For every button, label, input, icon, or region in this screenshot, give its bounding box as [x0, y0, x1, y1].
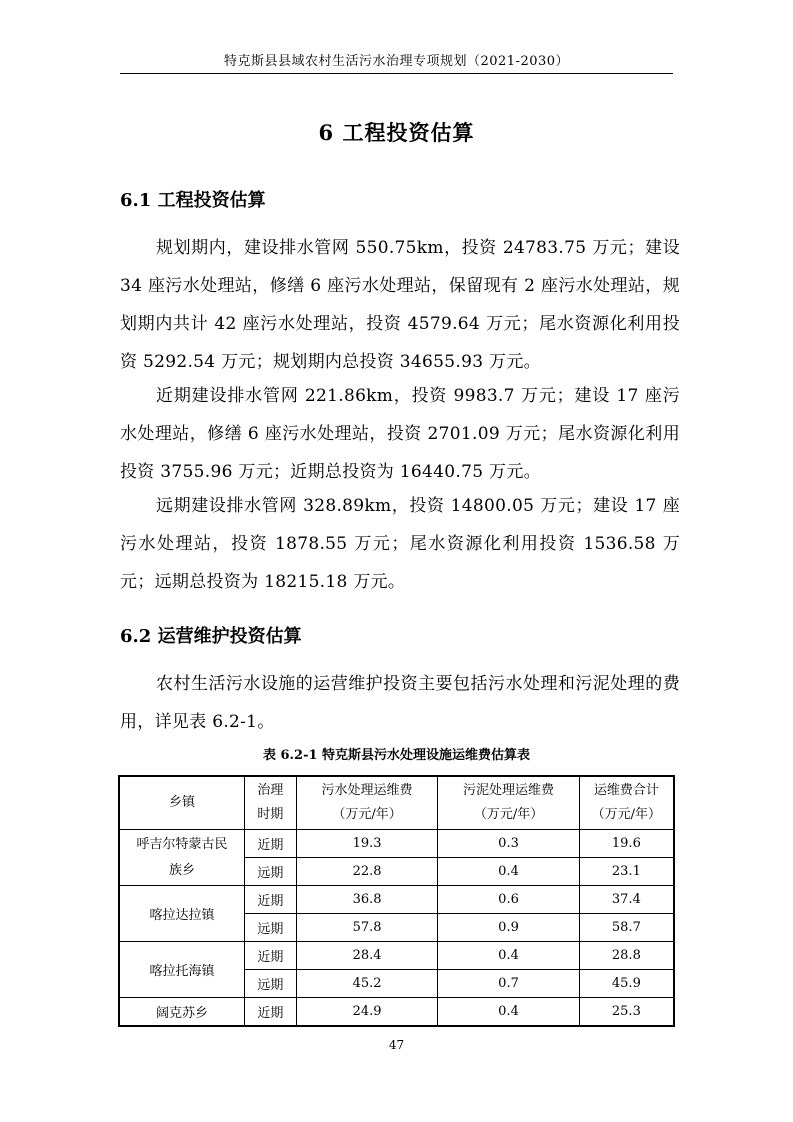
- header-sludge-line2: （万元/年）: [473, 807, 544, 822]
- page-number: 47: [388, 1038, 405, 1052]
- table-caption: 表 6.2-1 特克斯县污水处理设施运维费估算表: [262, 748, 531, 763]
- cost-table: [118, 775, 675, 1027]
- township-cell: 喀拉达拉镇: [119, 886, 244, 942]
- sludge-cell: 0.7: [438, 970, 579, 998]
- period-cell: 近期: [244, 998, 296, 1027]
- header-rule: [120, 73, 673, 74]
- sludge-cell: 0.9: [438, 914, 579, 942]
- paragraph: 远期建设排水管网 328.89km，投资 14800.05 万元；建设 17 座污水处理站，投资 1878.55 万元；尾水资源化利用投资 1536.58 万元；远期总投资为 18215.18 万元。: [120, 496, 680, 592]
- header-period: [244, 776, 296, 830]
- township-cell: 阔克苏乡: [119, 998, 244, 1027]
- sludge-cell: 0.4: [438, 942, 579, 970]
- township-name-cont: 族乡: [168, 862, 195, 878]
- period-cell: 近期: [244, 886, 296, 914]
- header-sewage: [296, 776, 437, 830]
- header-total: [579, 776, 674, 830]
- paragraph: 规划期内，建设排水管网 550.75km，投资 24783.75 万元；建设 34 座污水处理站，修缮 6 座污水处理站，保留现有 2 座污水处理站，规划期内共计 42 座污水处理站，投资 4579.64 万元；尾水资源化利用投资 5292.54 万元；规划期内总投资 34655.93 万元。: [120, 238, 680, 372]
- total-cell: 19.6: [579, 830, 674, 858]
- sewage-cell: 45.2: [296, 970, 437, 998]
- sewage-cell: 19.3: [296, 830, 437, 858]
- header-sludge: [438, 776, 579, 830]
- table-row: [119, 942, 674, 970]
- period-cell: 远期: [244, 858, 296, 886]
- header-period-line2: 时期: [257, 807, 284, 822]
- sludge-cell: 0.6: [438, 886, 579, 914]
- sludge-cell: 0.3: [438, 830, 579, 858]
- total-cell: 25.3: [579, 998, 674, 1027]
- township-cell: [119, 830, 244, 886]
- sludge-cell: 0.4: [438, 858, 579, 886]
- section-title-6-2: 6.2 运营维护投资估算: [120, 626, 302, 647]
- header-sludge-line1: 污泥处理运维费: [463, 783, 555, 798]
- period-cell: 远期: [244, 970, 296, 998]
- header-total-line1: 运维费合计: [593, 783, 659, 798]
- total-cell: 23.1: [579, 858, 674, 886]
- table-header-row: [119, 776, 674, 830]
- total-cell: 45.9: [579, 970, 674, 998]
- chapter-title: 6 工程投资估算: [318, 120, 475, 145]
- header-sewage-line1: 污水处理运维费: [321, 783, 413, 798]
- header-township: 乡镇: [119, 776, 244, 830]
- header-period-line1: 治理: [257, 783, 284, 798]
- sewage-cell: 24.9: [296, 998, 437, 1027]
- period-cell: 近期: [244, 830, 296, 858]
- header-total-line2: （万元/年）: [591, 807, 662, 822]
- sewage-cell: 28.4: [296, 942, 437, 970]
- period-cell: 远期: [244, 914, 296, 942]
- total-cell: 58.7: [579, 914, 674, 942]
- total-cell: 37.4: [579, 886, 674, 914]
- section-title-6-1: 6.1 工程投资估算: [120, 190, 266, 211]
- paragraph: 农村生活污水设施的运营维护投资主要包括污水处理和污泥处理的费用，详见表 6.2-1。: [120, 674, 680, 732]
- paragraph: 近期建设排水管网 221.86km，投资 9983.7 万元；建设 17 座污水处理站，修缮 6 座污水处理站，投资 2701.09 万元；尾水资源化利用投资 3755.96 万元；近期总投资为 16440.75 万元。: [120, 386, 680, 482]
- township-cell: 喀拉托海镇: [119, 942, 244, 998]
- township-name: 呼吉尔特蒙古民: [136, 836, 228, 852]
- header-sewage-line2: （万元/年）: [332, 807, 402, 822]
- total-cell: 28.8: [579, 942, 674, 970]
- table-row: [119, 998, 674, 1027]
- sewage-cell: 57.8: [296, 914, 437, 942]
- table-row: [119, 830, 674, 858]
- sewage-cell: 22.8: [296, 858, 437, 886]
- running-header: 特克斯县县域农村生活污水治理专项规划（2021-2030）: [223, 54, 570, 69]
- sludge-cell: 0.4: [438, 998, 579, 1027]
- sewage-cell: 36.8: [296, 886, 437, 914]
- period-cell: 近期: [244, 942, 296, 970]
- table-row: [119, 886, 674, 914]
